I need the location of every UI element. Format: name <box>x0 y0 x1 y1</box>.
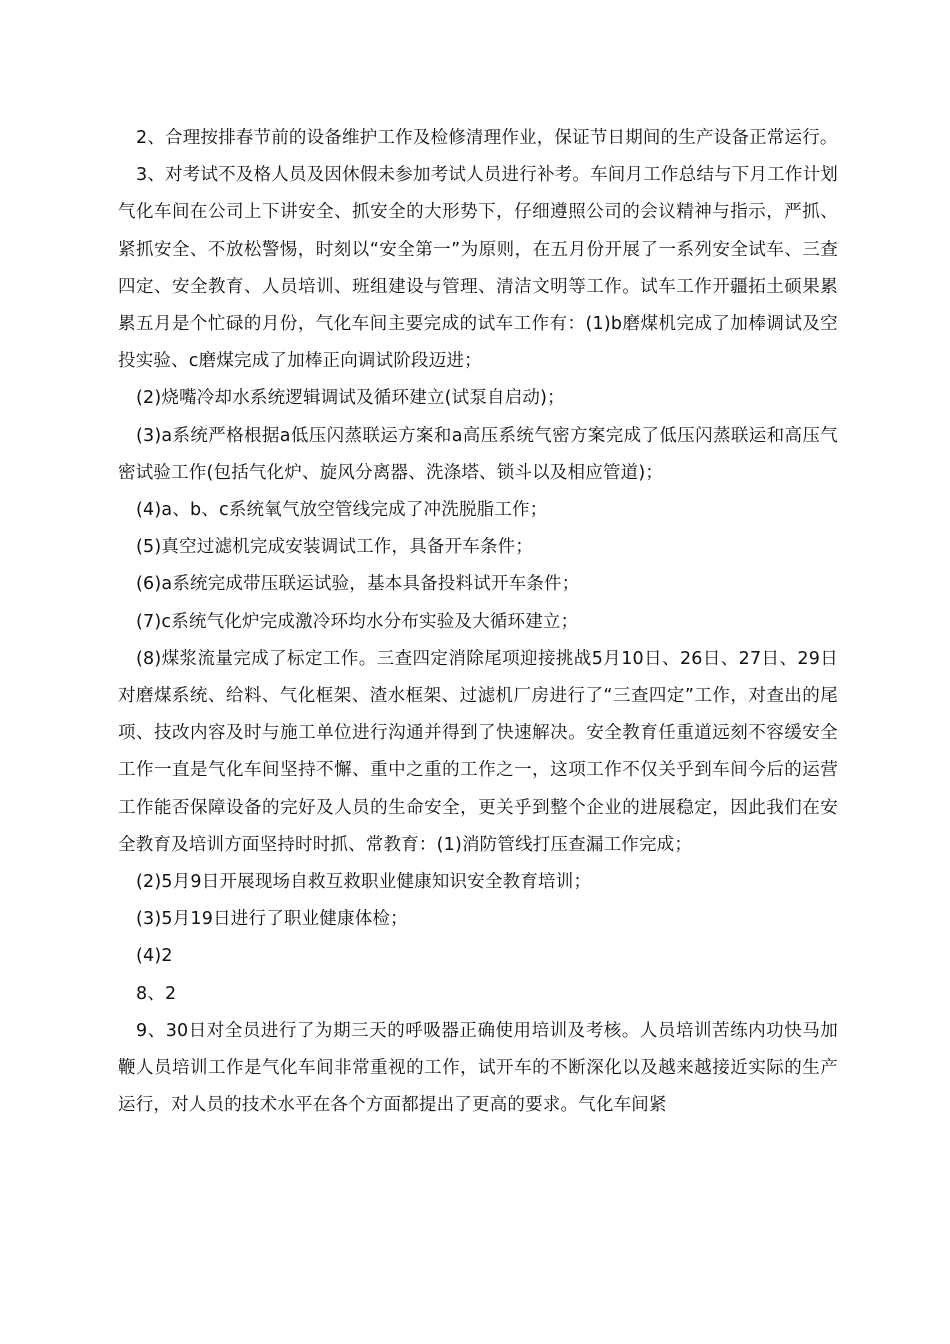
paragraph-safety-3: (3)5月19日进行了职业健康体检； <box>136 909 408 930</box>
paragraph-trial-3: (3)a系统严格根据a低压闪蒸联运方案和a高压系统气密方案完成了低压闪蒸联运和高压气密试验工作(包括气化炉、旋风分离器、洗涤塔、锁斗以及相应管道)； <box>118 425 838 483</box>
paragraph-trial-4: (4)a、b、c系统氧气放空管线完成了冲洗脱脂工作； <box>136 500 548 521</box>
document-body <box>118 120 838 1124</box>
paragraph-trial-7: (7)c系统气化炉完成激冷环均水分布实验及大循环建立； <box>136 611 579 632</box>
paragraph-trial-5: (5)真空过滤机完成安装调试工作，具备开车条件； <box>136 537 534 558</box>
paragraph-item-3: 3、对考试不及格人员及因休假未参加考试人员进行补考。车间月工作总结与下月工作计划气化车间在公司上下讲安全、抓安全的大形势下，仔细遵照公司的会议精神与指示，严抓、紧抓安全、不放松警惕，时刻以“安全第一”为原则，在五月份开展了一系列安全试车、三查四定、安全教育、人员培训、班组建设与管理、清洁文明等工作。试车工作开疆拓土硕果累累五月是个忙碌的月份，气化车间主要完成的试车工作有：(1)b磨煤机完成了加棒调试及空投实验、c磨煤完成了加棒正向调试阶段迈进； <box>118 165 838 372</box>
paragraph-item-8: 8、2 <box>136 983 177 1004</box>
paragraph-trial-2: (2)烧嘴冷却水系统逻辑调试及循环建立(试泵自启动)； <box>136 388 565 409</box>
paragraph-item-2: 2、合理按排春节前的设备维护工作及检修清理作业，保证节日期间的生产设备正常运行。 <box>136 128 838 148</box>
paragraph-safety-2: (2)5月9日开展现场自救互救职业健康知识安全教育培训； <box>136 872 592 893</box>
paragraph-safety-4: (4)2 <box>136 946 173 967</box>
paragraph-trial-8: (8)煤浆流量完成了标定工作。三查四定消除尾项迎接挑战5月10日、26日、27日、29日对磨煤系统、给料、气化框架、渣水框架、过滤机厂房进行了“三查四定”工作，对查出的尾项、技改内容及时与施工单位进行沟通并得到了快速解决。安全教育任重道远刻不容缓安全工作一直是气化车间坚持不懈、重中之重的工作之一，这项工作不仅关乎到车间今后的运营工作能否保障设备的完好及人员的生命安全，更关乎到整个企业的进展稳定，因此我们在安全教育及培训方面坚持时时抓、常教育：(1)消防管线打压查漏工作完成； <box>118 648 838 855</box>
paragraph-item-9: 9、30日对全员进行了为期三天的呼吸器正确使用培训及考核。人员培训苦练内功快马加鞭人员培训工作是气化车间非常重视的工作，试开车的不断深化以及越来越接近实际的生产运行，对人员的技术水平在各个方面都提出了更高的要求。气化车间紧 <box>118 1020 838 1116</box>
paragraph-trial-6: (6)a系统完成带压联运试验，基本具备投料试开车条件； <box>136 574 580 595</box>
